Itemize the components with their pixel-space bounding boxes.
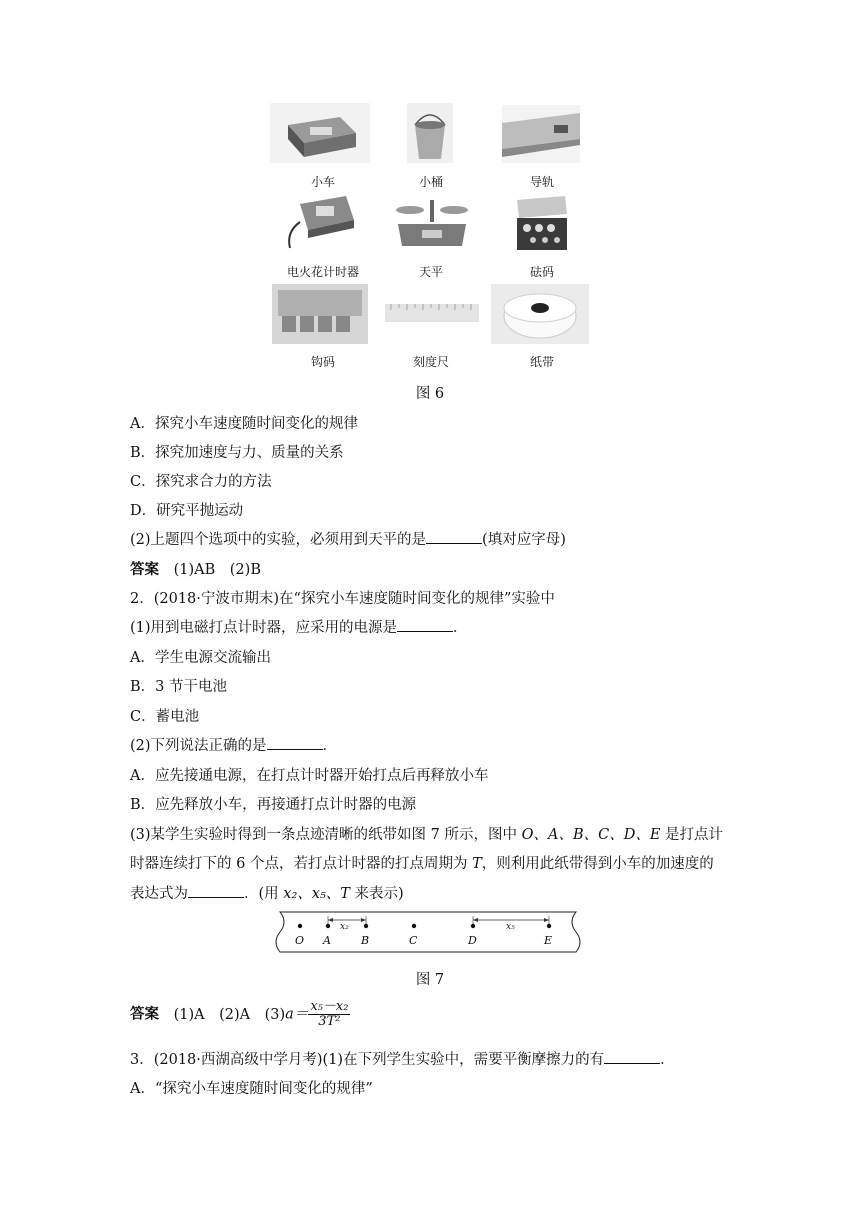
figure-6-caption: 图 6 [415, 386, 445, 402]
hook-weights-icon [272, 284, 368, 344]
q3-blank [604, 1051, 660, 1064]
weights-box-icon [511, 194, 571, 254]
paper-tape-image [491, 284, 589, 344]
ruler-icon [385, 304, 479, 322]
paper-tape-diagram [268, 908, 590, 958]
q2-sub1-text: (1)用到电磁打点计时器，应采用的电源是 [130, 620, 398, 636]
label-cart: 小车 [310, 175, 335, 189]
q2-title: 2．(2018·宁波市期末)在“探究小车速度随时间变化的规律”实验中 [130, 591, 555, 607]
q1-answer-text: (1)AB (2)B [173, 562, 261, 578]
dot-o [298, 924, 302, 928]
q2-sub1-option-c: C．蓄电池 [130, 709, 200, 725]
figure-7-caption: 图 7 [415, 972, 445, 988]
spark-timer-image [280, 192, 360, 254]
q2-sub2-text: (2)下列说法正确的是 [130, 738, 267, 754]
q2-sub3-text-b: 是打点计 [660, 827, 724, 843]
label-spark-timer: 电火花计时器 [286, 265, 359, 279]
q2-answer-text: (1)A (2)A (3) [173, 1006, 286, 1023]
point-d-label: D [468, 934, 477, 947]
q1-sub2-prefix: (2)上题四个选项中的实验，必须用到天平的是 [130, 532, 427, 548]
q2-sub3-text-a: (3)某学生实验时得到一条点迹清晰的纸带如图 7 所示，图中 [130, 827, 522, 843]
q2-sub3-text-g: 来表示) [349, 886, 404, 902]
q1-option-b: B．探究加速度与力、质量的关系 [130, 445, 344, 461]
q2-sub2-blank [267, 737, 323, 750]
x5-label: x₅ [506, 922, 515, 932]
q1-sub2-suffix: (填对应字母) [482, 532, 566, 548]
label-balance: 天平 [418, 265, 443, 279]
dot-e [547, 924, 551, 928]
q2-sub1-blank [397, 619, 453, 632]
paper-tape-icon [491, 284, 589, 344]
x2-label: x₂ [340, 922, 349, 932]
bucket-icon [407, 103, 453, 163]
point-c-label: C [409, 934, 418, 947]
label-bucket: 小桶 [418, 175, 443, 189]
dot-a [326, 924, 330, 928]
q2-sub1-option-b: B．3 节干电池 [130, 679, 227, 695]
q2-answer [130, 1000, 350, 1029]
label-weights: 砝码 [529, 265, 554, 279]
weights-box-image [511, 194, 571, 254]
label-hook-weights: 钩码 [310, 355, 335, 369]
q2-answer-fraction [308, 1000, 350, 1029]
q3-option-a: A．“探究小车速度随时间变化的规律” [130, 1081, 373, 1097]
q2-sub3-line2 [130, 852, 714, 873]
q2-answer-label: 答案 [130, 1006, 159, 1023]
q2-sub1 [130, 616, 468, 637]
q2-sub3-points: O、A、B、C、D、E [521, 827, 661, 843]
point-a-label: A [323, 934, 331, 947]
q2-answer-lhs: a＝ [285, 1006, 309, 1023]
q1-option-c: C．探究求合力的方法 [130, 474, 272, 490]
cart-icon [270, 103, 370, 163]
q2-sub3-text-d: ，则利用此纸带得到小车的加速度的 [481, 856, 714, 872]
balance-icon [392, 196, 472, 252]
q3-title [130, 1048, 675, 1069]
q2-answer-denominator: 3T² [318, 1014, 341, 1029]
point-b-label: B [361, 934, 370, 947]
dot-d [471, 924, 475, 928]
q2-sub3-text-e: 表达式为 [130, 886, 188, 902]
q2-answer-numerator: x₅－x₂ [310, 999, 349, 1014]
q3-title-end: ． [660, 1052, 675, 1068]
rail-image [502, 105, 580, 163]
label-paper-tape: 纸带 [529, 355, 554, 369]
q2-sub3-vars: x₂、x₅、T [283, 886, 350, 902]
q1-option-a: A．探究小车速度随时间变化的规律 [130, 416, 358, 432]
bucket-image [407, 103, 453, 163]
point-e-label: E [544, 934, 553, 947]
q1-answer-label: 答案 [130, 562, 159, 578]
dot-b [364, 924, 368, 928]
q2-sub3-line1 [130, 823, 723, 844]
q1-sub2 [130, 528, 566, 549]
dot-c [412, 924, 416, 928]
figure-7 [268, 908, 590, 958]
q2-sub2-end: ． [322, 738, 338, 754]
q2-sub3-line3 [130, 882, 404, 903]
q2-sub3-text-c: 时器连续打下的 6 个点，若打点计时器的打点周期为 [130, 856, 473, 872]
q2-sub1-option-a: A．学生电源交流输出 [130, 650, 271, 666]
q2-sub3-blank [188, 885, 244, 898]
point-o-label: O [295, 934, 305, 947]
rail-icon [502, 105, 580, 163]
ruler-image [385, 304, 479, 322]
label-ruler: 刻度尺 [412, 355, 449, 369]
balance-image [392, 196, 472, 252]
q1-option-d: D．研究平抛运动 [130, 503, 244, 519]
label-rail: 导轨 [529, 175, 554, 189]
q2-sub2-option-a: A．应先接通电源，在打点计时器开始打点后再释放小车 [130, 768, 489, 784]
q1-sub2-blank [426, 531, 482, 544]
q2-sub3-period: T [472, 856, 482, 872]
q3-title-text: 3．(2018·西湖高级中学月考)(1)在下列学生实验中，需要平衡摩擦力的有 [130, 1052, 605, 1068]
q2-sub2-option-b: B．应先释放小车，再接通打点计时器的电源 [130, 797, 417, 813]
hook-weights-image [272, 284, 368, 344]
q1-answer [130, 558, 261, 579]
cart-image [270, 103, 370, 163]
q2-sub2 [130, 734, 337, 755]
q2-sub3-text-f: ．(用 [244, 886, 284, 902]
spark-timer-icon [280, 192, 360, 254]
q2-sub1-end: ． [453, 620, 468, 636]
